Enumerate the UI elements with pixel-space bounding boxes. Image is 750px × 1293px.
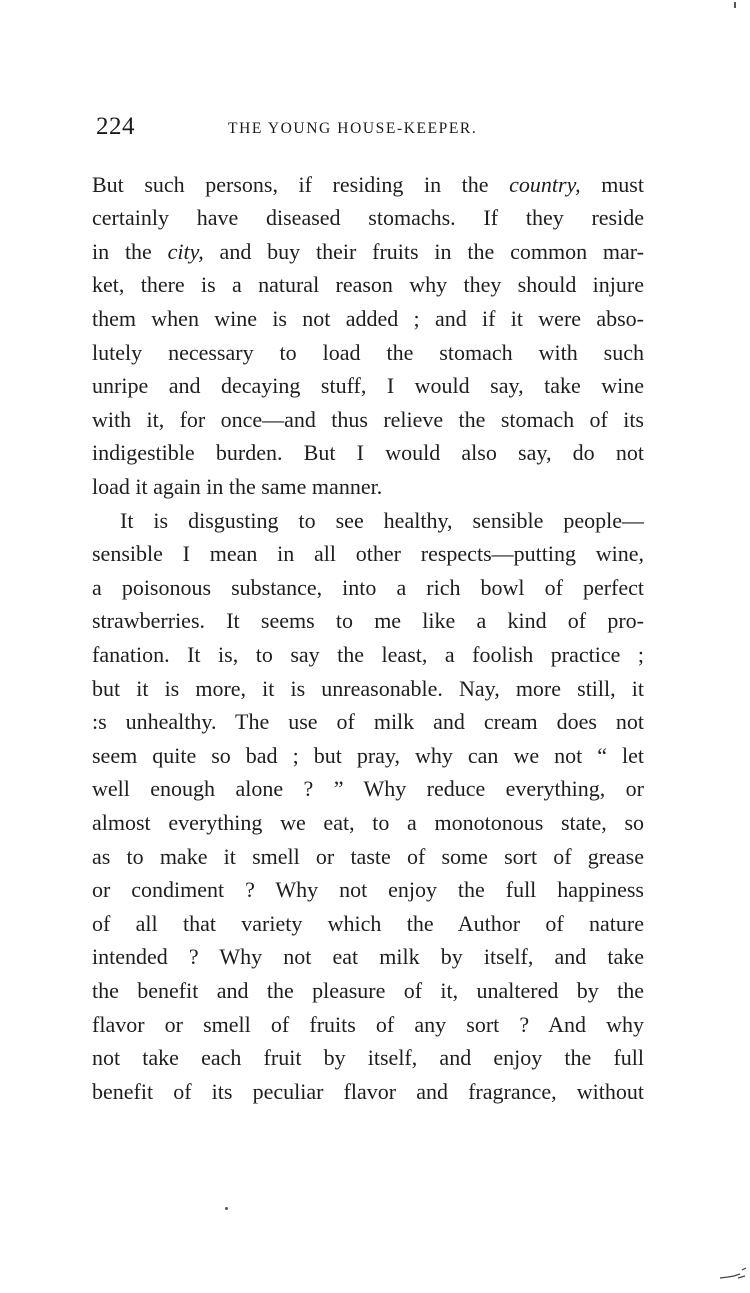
text-line: of all that variety which the Author of nature (92, 911, 644, 936)
text-line: in the city, and buy their fruits in the common mar- (92, 239, 644, 264)
text-line: benefit of its peculiar flavor and fragrance, without (92, 1079, 644, 1104)
text-line: but it is more, it is unreasonable. Nay, more still, it (92, 676, 644, 701)
margin-scribble (718, 1262, 748, 1282)
running-title: THE YOUNG HOUSE-KEEPER. (228, 120, 478, 137)
text-line: them when wine is not added ; and if it were abso- (92, 306, 644, 331)
page-number: 224 (96, 113, 135, 140)
text-line: certainly have diseased stomachs. If they reside (92, 205, 644, 230)
text-line: the benefit and the pleasure of it, unaltered by the (92, 978, 644, 1003)
text-line: sensible I mean in all other respects—putting wine, (92, 541, 644, 566)
running-head (96, 113, 641, 145)
text-line: But such persons, if residing in the country, must (92, 172, 644, 197)
text-line: lutely necessary to load the stomach with such (92, 340, 644, 365)
text-line: with it, for once—and thus relieve the stomach of its (92, 407, 644, 432)
text-line: almost everything we eat, to a monotonous state, so (92, 810, 644, 835)
text-line: seem quite so bad ; but pray, why can we not “ let (92, 743, 644, 768)
text-line: or condiment ? Why not enjoy the full happiness (92, 877, 644, 902)
text-line: indigestible burden. But I would also say, do not (92, 440, 644, 465)
text-line: flavor or smell of fruits of any sort ? And why (92, 1012, 644, 1037)
print-speck (225, 1207, 228, 1210)
text-line: strawberries. It seems to me like a kind of pro- (92, 608, 644, 633)
text-line: ket, there is a natural reason why they should injure (92, 272, 644, 297)
text-line: It is disgusting to see healthy, sensible people— (120, 508, 644, 533)
text-line: unripe and decaying stuff, I would say, take wine (92, 373, 644, 398)
print-speck (734, 2, 736, 8)
text-line: a poisonous substance, into a rich bowl of perfect (92, 575, 644, 600)
text-line: well enough alone ? ” Why reduce everything, or (92, 776, 644, 801)
text-line: :s unhealthy. The use of milk and cream does not (92, 709, 644, 734)
text-line: intended ? Why not eat milk by itself, and take (92, 944, 644, 969)
text-line: load it again in the same manner. (92, 474, 383, 499)
text-line: fanation. It is, to say the least, a foolish practice ; (92, 642, 644, 667)
text-line: not take each fruit by itself, and enjoy the full (92, 1045, 644, 1070)
text-line: as to make it smell or taste of some sort of grease (92, 844, 644, 869)
